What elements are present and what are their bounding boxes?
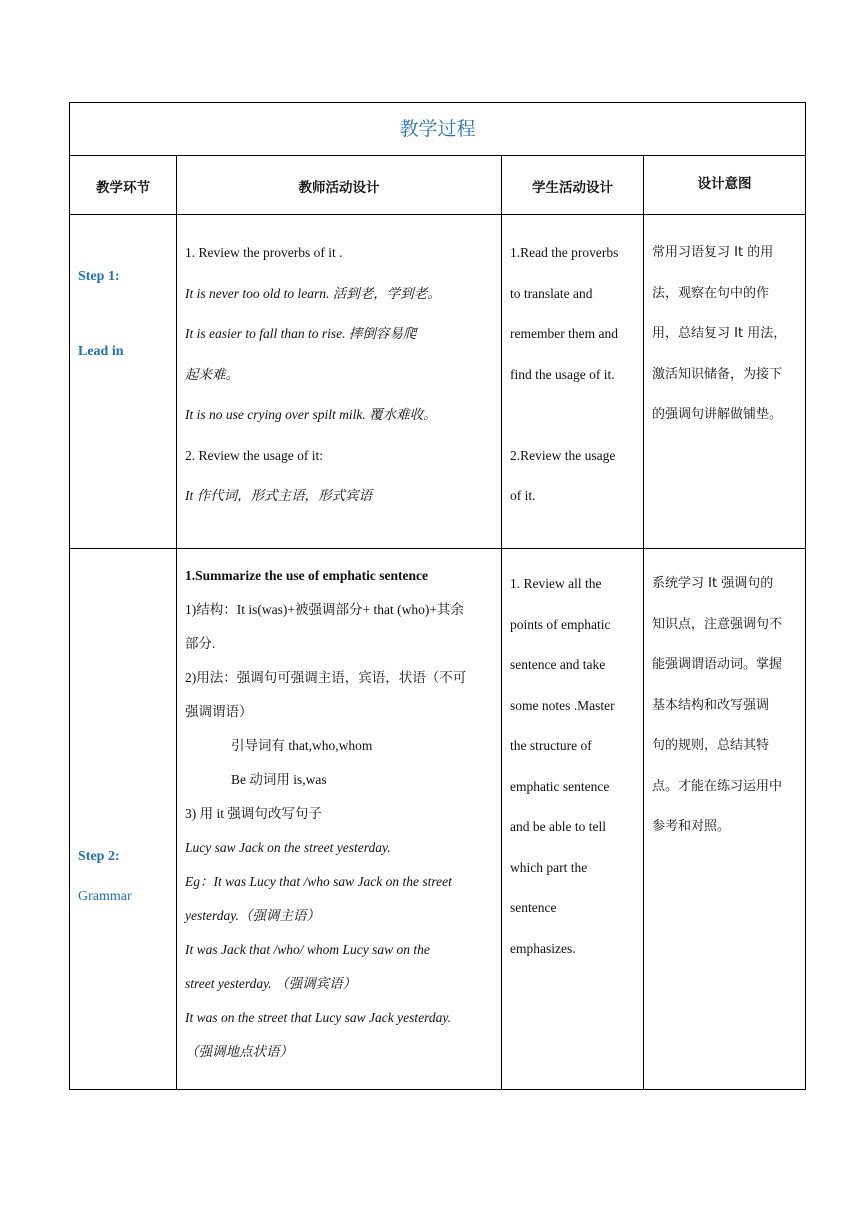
table-row (70, 549, 806, 1090)
intent-line: 系统学习 It 强调句的 (652, 576, 774, 591)
teacher-line: It 作代词，形式主语，形式宾语 (185, 488, 373, 503)
student-line: 2.Review the usage (510, 447, 616, 463)
design-intent-cell (644, 549, 806, 1090)
student-line: emphasizes. (510, 940, 576, 956)
header-cell (70, 156, 177, 215)
table-title: 教学过程 (399, 118, 476, 140)
intent-line: 知识点，注意强调句不 (652, 616, 783, 632)
student-line: which part the (510, 859, 588, 875)
student-line: the structure of (510, 738, 592, 753)
teacher-line: Eg：It was Lucy that /who saw Jack on the street (185, 874, 452, 889)
header-cell (502, 156, 644, 215)
header-stage: 教学环节 (96, 180, 150, 196)
student-line (510, 395, 635, 436)
teacher-line: 起来难。 (185, 366, 239, 382)
student-line: 1. Review all the (510, 576, 602, 591)
title-cell (70, 103, 806, 156)
student-line: sentence (510, 900, 557, 915)
intent-line: 参考和对照。 (652, 819, 731, 834)
student-line: emphatic sentence (510, 778, 610, 794)
student-line: remember them and (510, 326, 618, 341)
intent-line: 常用习语复习 It 的用 (652, 245, 774, 260)
teacher-activity-cell (177, 549, 502, 1090)
intent-line: 点。才能在练习运用中 (652, 778, 783, 794)
teacher-line: 3) 用 it 强调句改写句子 (185, 806, 322, 821)
intent-line: 法，观察在句中的作 (652, 285, 770, 301)
teacher-line: street yesterday. （强调宾语） (185, 976, 357, 991)
student-line: 1.Read the proverbs (510, 245, 619, 260)
step-name: Grammar (78, 889, 132, 904)
student-line: sentence and take (510, 657, 606, 672)
header-design-intent: 设计意图 (697, 176, 752, 192)
student-line: some notes .Master (510, 697, 615, 713)
teacher-line: 1.Summarize the use of emphatic sentence (185, 568, 428, 583)
header-cell (177, 156, 502, 215)
header-cell (644, 156, 806, 215)
header-row (70, 156, 806, 215)
teacher-line: 部分. (185, 636, 216, 651)
student-line: of it. (510, 488, 536, 503)
student-activity-cell (502, 215, 644, 549)
intent-line: 用，总结复习 It 用法， (652, 326, 787, 341)
intent-line: 能强调谓语动词。掌握 (652, 657, 783, 672)
step-cell (70, 215, 177, 549)
teacher-line: It is never too old to learn. 活到老，学到老。 (185, 285, 441, 301)
teacher-line: 引导词有 that,who,whom (231, 738, 373, 753)
intent-line: 基本结构和改写强调 (652, 697, 770, 713)
teacher-line: 1)结构：It is(was)+被强调部分+ that (who)+其余 (185, 602, 464, 617)
step-cell (70, 549, 177, 1090)
intent-line: 句的规则，总结其特 (652, 738, 770, 753)
student-line: to translate and (510, 285, 593, 301)
step-number: Step 2: (78, 849, 120, 864)
student-line: find the usage of it. (510, 366, 615, 382)
intent-line: 激活知识储备，为接下 (652, 366, 783, 382)
teaching-process-table (69, 102, 806, 1090)
design-intent-cell (644, 215, 806, 549)
teacher-line: Be 动词用 is,was (231, 772, 327, 787)
student-activity-cell (502, 549, 644, 1090)
teacher-line: 强调谓语） (185, 704, 253, 719)
intent-line: 的强调句讲解做铺垫。 (652, 407, 783, 422)
teacher-line: 2. Review the usage of it: (185, 447, 323, 463)
student-line: points of emphatic (510, 616, 611, 632)
header-teacher-activity: 教师活动设计 (298, 180, 380, 196)
step-name: Lead in (78, 344, 124, 359)
teacher-line: It was Jack that /who/ whom Lucy saw on the (185, 942, 430, 957)
teacher-line: It is easier to fall than to rise. 摔倒容易爬 (185, 326, 417, 341)
step-number: Step 1: (78, 269, 120, 284)
title-row (70, 103, 806, 156)
header-student-activity: 学生活动设计 (532, 180, 613, 196)
teacher-line: yesterday.（强调主语） (185, 908, 320, 923)
table-row (70, 215, 806, 549)
teacher-line: （强调地点状语） (185, 1044, 293, 1059)
teacher-activity-cell (177, 215, 502, 549)
student-line: and be able to tell (510, 819, 606, 834)
teacher-line: 2)用法：强调句可强调主语，宾语，状语（不可 (185, 670, 467, 685)
teacher-line: It was on the street that Lucy saw Jack yesterday. (185, 1010, 451, 1025)
teacher-line: It is no use crying over spilt milk. 覆水难收。 (185, 407, 437, 422)
teacher-line: 1. Review the proverbs of it . (185, 245, 343, 260)
teacher-line: Lucy saw Jack on the street yesterday. (185, 840, 391, 855)
